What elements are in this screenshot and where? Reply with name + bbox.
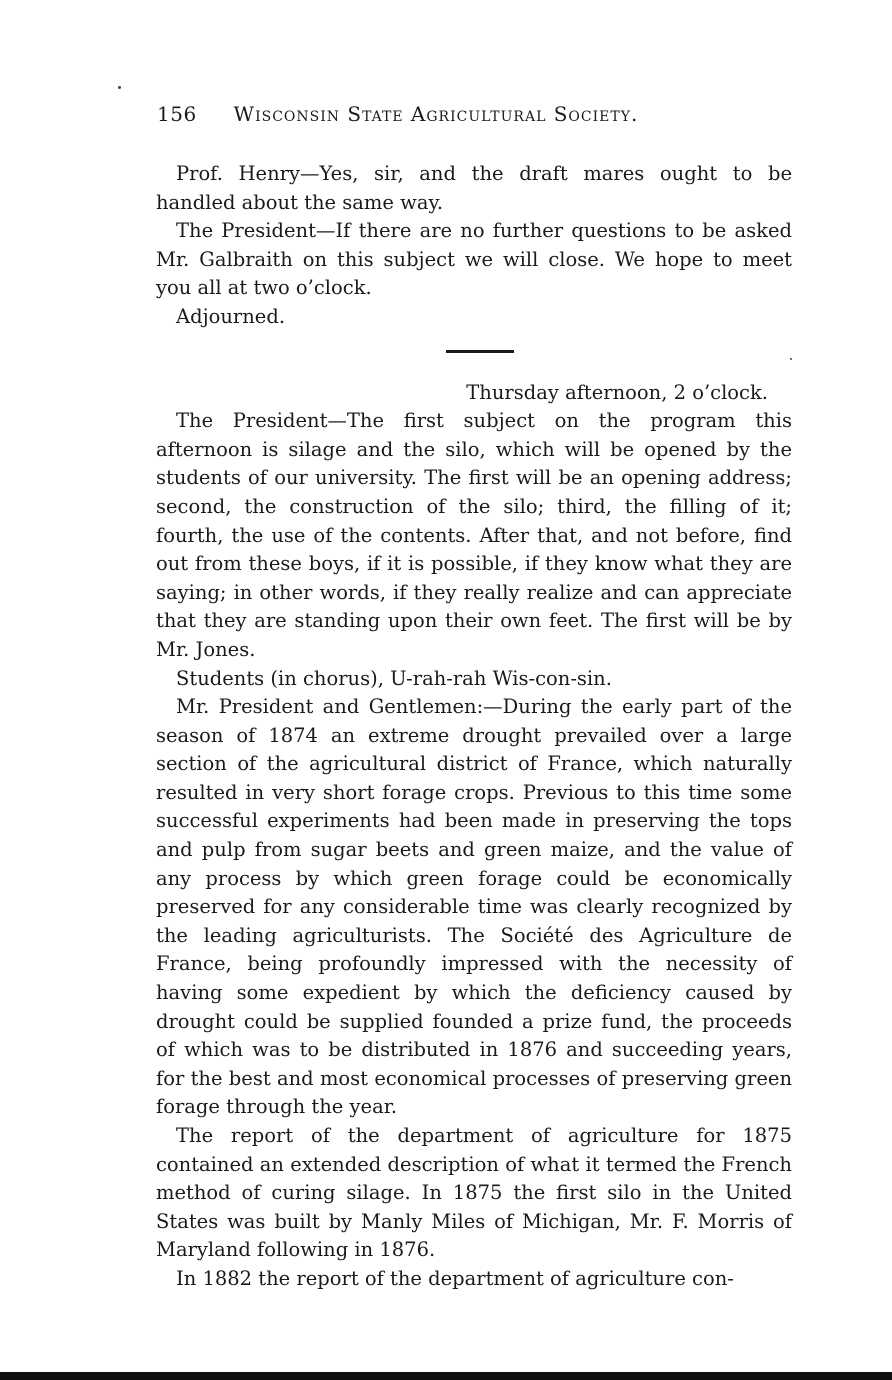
paragraph: Prof. Henry—Yes, sir, and the draft mares ought to be handled about the same way. [156,162,792,214]
paragraph: Adjourned. [176,304,286,328]
paragraph: The President—If there are no further questions to be asked Mr. Galbraith on this subject we will close. We hope to meet you all at two o’clock. [156,219,792,300]
paragraph: Mr. President and Gentlemen:—During the early part of the season of 1874 an extreme drought prevailed over a large section of the agricultural district of France, which naturally resulted in very short forage crops. Previous to this time some successful experiments had been made in preserving the tops and pulp from sugar beets and green maize, and the value of any process by which green forage could be economically preserved for any considerable time was clearly recognized by the leading agriculturists. The Société des Agriculture de France, being profoundly impressed with the necessity of having some expedient by which the deficiency caused by drought could be supplied founded a prize fund, the proceeds of which was to be distributed in 1876 and succeeding years, for the best and most economical processes of preserving green forage through the year. [156,695,792,1119]
paragraph: Students (in chorus), U-rah-rah Wis-con-sin. [176,666,612,690]
dateline: Thursday afternoon, 2 o’clock. [466,380,768,404]
paragraph: The President—The first subject on the program this afternoon is silage and the silo, which will be opened by the students of our university. The first will be an opening address; second, the construction of the silo; third, the filling of it; fourth, the use of the contents. After that, and not before, find out from these boys, if it is possible, if they know what they are saying; in other words, if they really realize and can appreciate that they are standing upon their own feet. The first will be by Mr. Jones. [156,409,792,661]
section-divider [446,350,514,353]
scan-speck [118,86,121,89]
body-text [156,160,792,1294]
page-number: 156 [157,102,197,126]
paragraph: In 1882 the report of the department of agriculture con- [176,1266,734,1290]
paragraph: The report of the department of agriculture for 1875 contained an extended description of what it termed the French method of curing silage. In 1875 the first silo in the United States was built by Manly Miles of Michigan, Mr. F. Morris of Maryland following in 1876. [156,1124,792,1262]
running-header [157,102,797,126]
scan-edge-bar [0,1372,892,1380]
running-title: Wisconsin State Agricultural Society. [233,102,639,126]
